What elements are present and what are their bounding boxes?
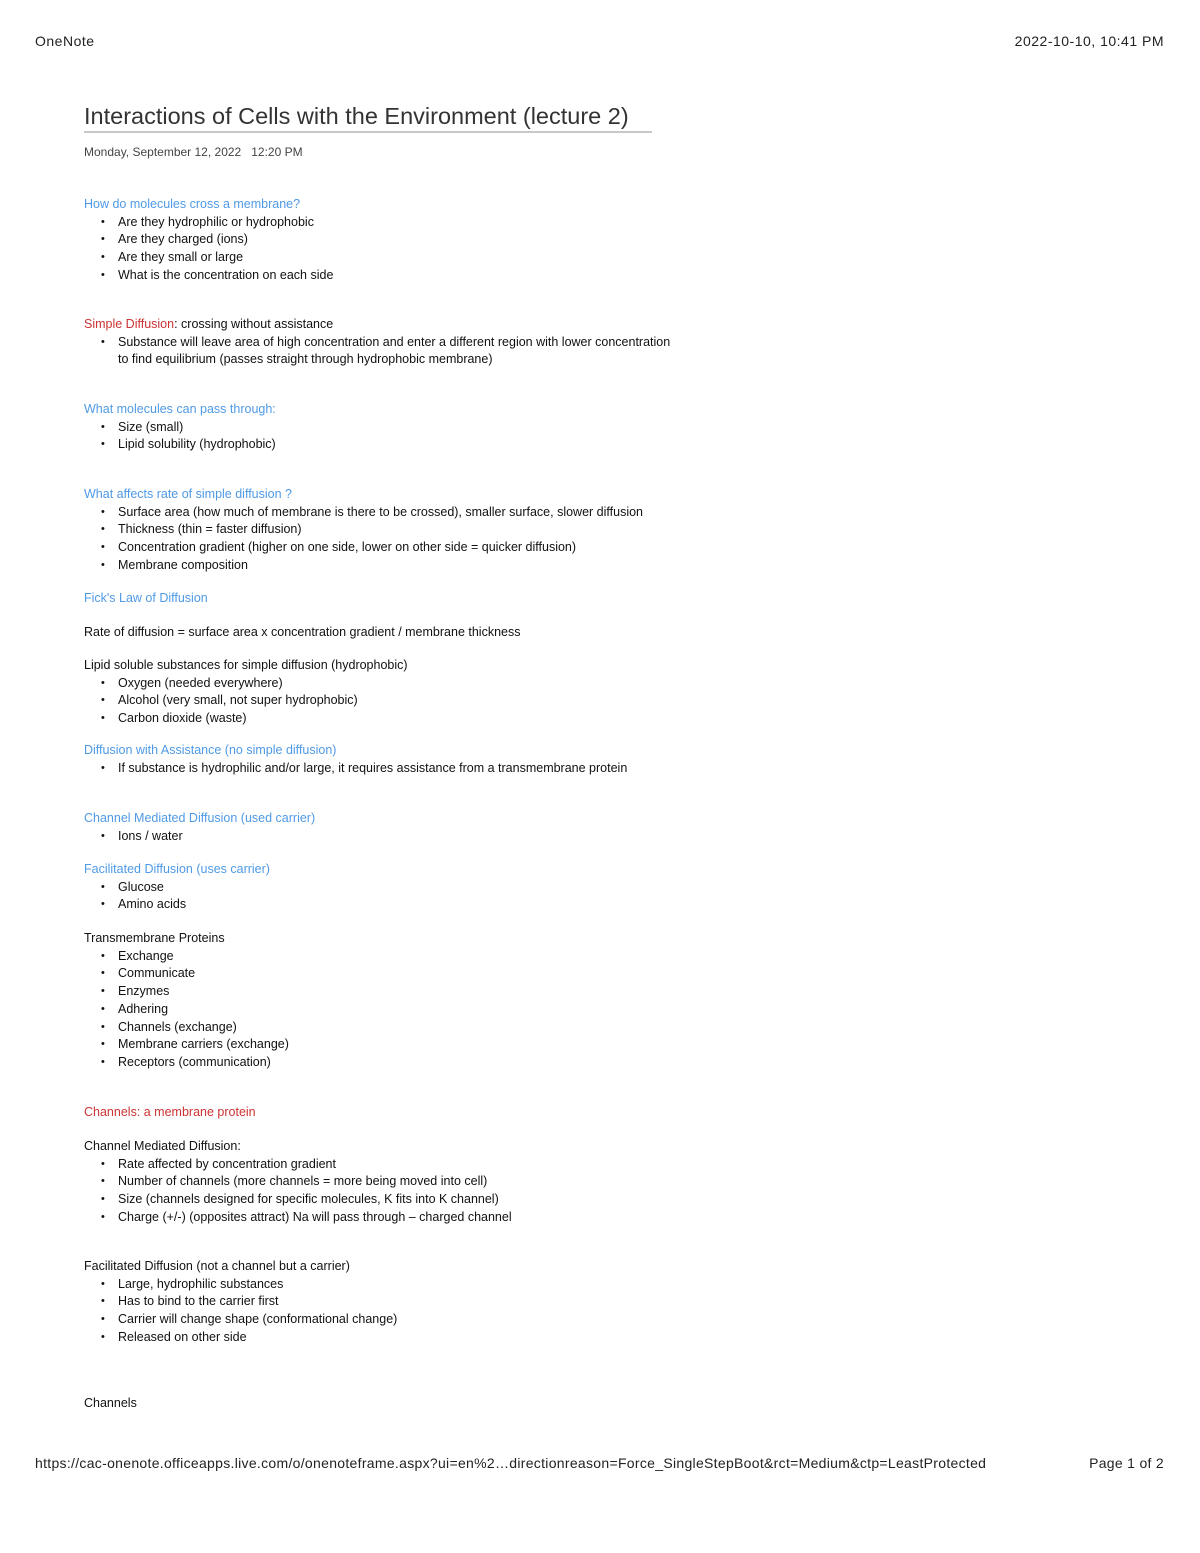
section-heading: Facilitated Diffusion (uses carrier) xyxy=(84,862,270,876)
page-url: https://cac-onenote.officeapps.live.com/o/onenoteframe.aspx?ui=en%2…directionreason=Force_SingleStepBoot&rct=Medium&ctp=LeastProtected xyxy=(35,1455,987,1471)
section-rate xyxy=(84,486,643,575)
bullet-list xyxy=(84,504,643,575)
bullet-list xyxy=(84,1156,512,1227)
bullet-list xyxy=(84,214,333,285)
page-title: Interactions of Cells with the Environment (lecture 2) xyxy=(84,103,652,133)
list-item: • Communicate xyxy=(84,965,289,983)
section-heading: Facilitated Diffusion (not a channel but a carrier) xyxy=(84,1259,350,1273)
list-item: • If substance is hydrophilic and/or large, it requires assistance from a transmembrane protein xyxy=(84,760,627,778)
list-item: • Receptors (communication) xyxy=(84,1054,289,1072)
list-item: • Substance will leave area of high concentration and enter a different region with lower concentration to find equilibrium (passes straight through hydrophobic membrane) xyxy=(84,334,684,369)
list-item: • Carbon dioxide (waste) xyxy=(84,710,408,728)
section-lipid xyxy=(84,657,408,728)
note-datetime xyxy=(84,145,303,159)
section-heading: What affects rate of simple diffusion ? xyxy=(84,487,292,501)
section-simple xyxy=(84,316,684,369)
section-cross xyxy=(84,196,333,285)
section-heading: How do molecules cross a membrane? xyxy=(84,197,301,211)
list-item: • Has to bind to the carrier first xyxy=(84,1293,397,1311)
list-item: • Glucose xyxy=(84,879,270,897)
bullet-list xyxy=(84,675,408,728)
bullet-list xyxy=(84,760,627,778)
section-heading: Transmembrane Proteins xyxy=(84,931,225,945)
list-item: • Are they charged (ions) xyxy=(84,231,333,249)
section-heading: Channel Mediated Diffusion: xyxy=(84,1139,241,1153)
bullet-list xyxy=(84,1276,397,1347)
section-heading: What molecules can pass through: xyxy=(84,402,276,416)
note-date: Monday, September 12, 2022 xyxy=(84,145,242,159)
print-datetime: 2022-10-10, 10:41 PM xyxy=(1014,33,1164,49)
fick-formula: Rate of diffusion = surface area x concentration gradient / membrane thickness xyxy=(84,625,521,639)
section-trans xyxy=(84,930,289,1072)
list-item: • Are they hydrophilic or hydrophobic xyxy=(84,214,333,232)
section-heading: Channel Mediated Diffusion (used carrier) xyxy=(84,811,316,825)
list-item: • Ions / water xyxy=(84,828,315,846)
section-heading: Simple Diffusion xyxy=(84,317,175,331)
section-assist xyxy=(84,742,627,777)
list-item: • Oxygen (needed everywhere) xyxy=(84,675,408,693)
note-time: 12:20 PM xyxy=(251,145,303,159)
list-item: • Enzymes xyxy=(84,983,289,1001)
section-channel xyxy=(84,810,315,845)
list-item: • Channels (exchange) xyxy=(84,1019,289,1037)
list-item: • Lipid solubility (hydrophobic) xyxy=(84,436,276,454)
list-item: • Adhering xyxy=(84,1001,289,1019)
section-description: : crossing without assistance xyxy=(174,317,334,331)
list-item: • Membrane composition xyxy=(84,557,643,575)
list-item: • Concentration gradient (higher on one side, lower on other side = quicker diffusion) xyxy=(84,539,643,557)
list-item: • Are they small or large xyxy=(84,249,333,267)
list-item: • What is the concentration on each side xyxy=(84,267,333,285)
bullet-list xyxy=(84,419,276,454)
page-number: Page 1 of 2 xyxy=(1089,1455,1164,1471)
bullet-list xyxy=(84,334,684,369)
list-item: • Number of channels (more channels = more being moved into cell) xyxy=(84,1173,512,1191)
section-heading: Lipid soluble substances for simple diffusion (hydrophobic) xyxy=(84,658,408,672)
bullet-list xyxy=(84,828,315,846)
section-heading-fick: Fick's Law of Diffusion xyxy=(84,591,208,605)
list-item: • Amino acids xyxy=(84,896,270,914)
section-cmd xyxy=(84,1138,512,1227)
section-heading-channels: Channels: a membrane protein xyxy=(84,1105,256,1119)
list-item: • Released on other side xyxy=(84,1329,397,1347)
app-name: OneNote xyxy=(35,33,95,49)
list-item: • Carrier will change shape (conformational change) xyxy=(84,1311,397,1329)
section-facil xyxy=(84,861,270,914)
list-item: • Exchange xyxy=(84,948,289,966)
section-heading-line xyxy=(84,316,684,334)
list-item: • Membrane carriers (exchange) xyxy=(84,1036,289,1054)
list-item: • Charge (+/-) (opposites attract) Na will pass through – charged channel xyxy=(84,1209,512,1227)
section-fd xyxy=(84,1258,397,1347)
list-item: • Size (channels designed for specific molecules, K fits into K channel) xyxy=(84,1191,512,1209)
bullet-list xyxy=(84,948,289,1072)
list-item: • Large, hydrophilic substances xyxy=(84,1276,397,1294)
list-item: • Alcohol (very small, not super hydrophobic) xyxy=(84,692,408,710)
list-item: • Thickness (thin = faster diffusion) xyxy=(84,521,643,539)
section-heading: Diffusion with Assistance (no simple diffusion) xyxy=(84,743,337,757)
section-pass xyxy=(84,401,276,454)
list-item: • Rate affected by concentration gradient xyxy=(84,1156,512,1174)
list-item: • Size (small) xyxy=(84,419,276,437)
section-heading-last: Channels xyxy=(84,1396,137,1410)
list-item: • Surface area (how much of membrane is there to be crossed), smaller surface, slower diffusion xyxy=(84,504,643,522)
bullet-list xyxy=(84,879,270,914)
